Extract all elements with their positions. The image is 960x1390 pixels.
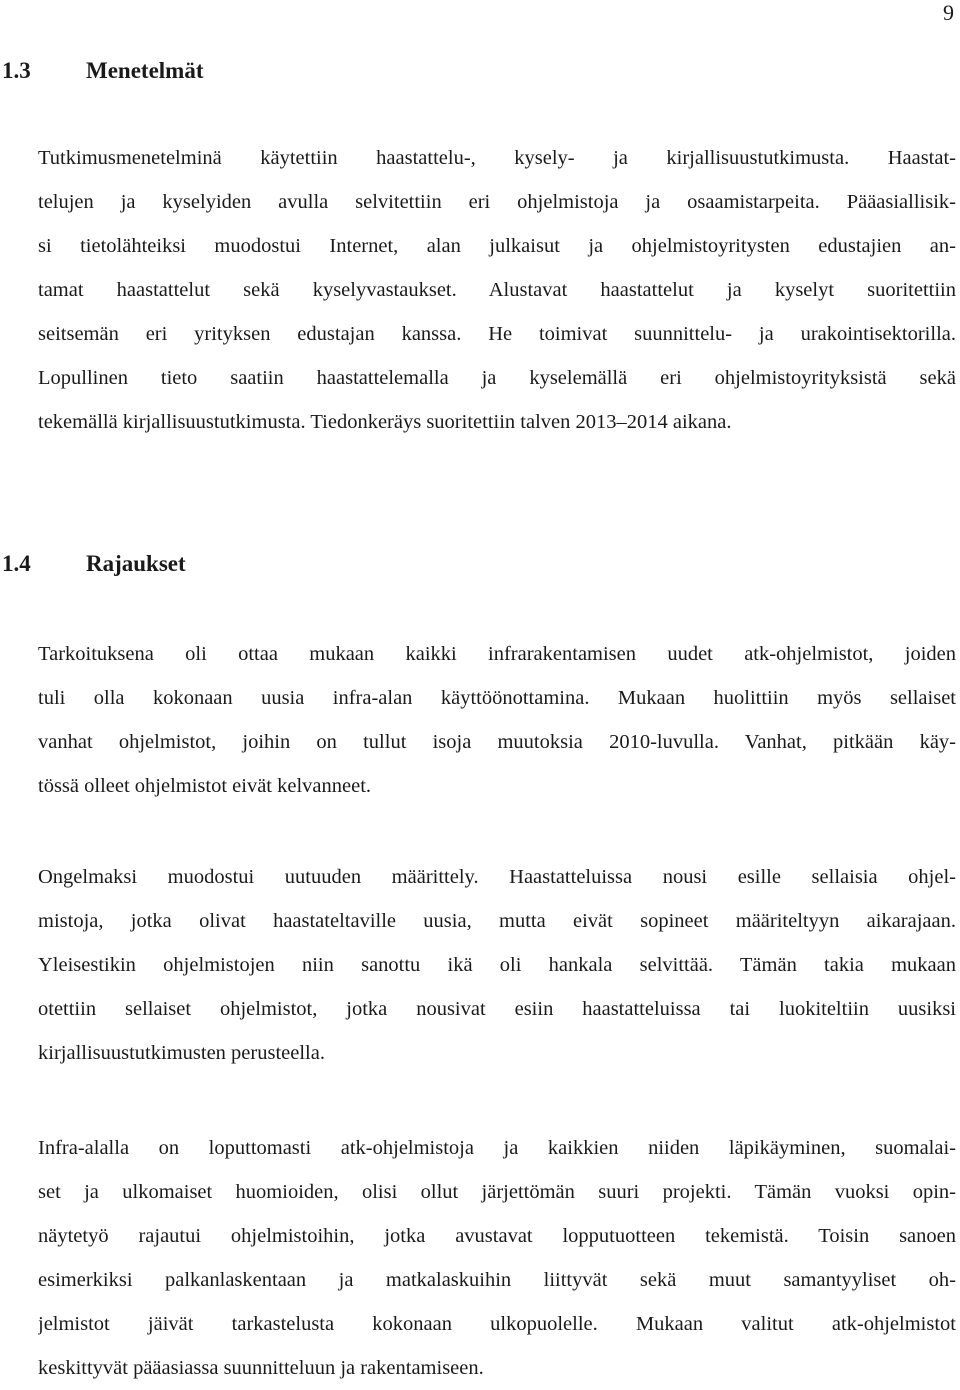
text-line: tössä olleet ohjelmistot eivät kelvanneet. [38, 775, 372, 797]
paragraph-menetelmat [38, 136, 956, 444]
text-line: Ongelmaksi muodostui uutuuden määrittely. Haastatteluissa nousi esille sellaisia ohjel- [38, 866, 956, 888]
text-line: set ja ulkomaiset huomioiden, olisi ollut järjettömän suuri projekti. Tämän vuoksi opin- [38, 1181, 956, 1203]
text-line: näytetyö rajautui ohjelmistoihin, jotka avustavat lopputuotteen tekemistä. Toisin sanoen [38, 1225, 956, 1247]
text-line: Infra-alalla on loputtomasti atk-ohjelmistoja ja kaikkien niiden läpikäyminen, suomalai- [38, 1137, 956, 1159]
text-line: tuli olla kokonaan uusia infra-alan käyttöönottamina. Mukaan huolittiin myös sellaiset [38, 687, 956, 709]
text-line: si tietolähteiksi muodostui Internet, alan julkaisut ja ohjelmistoyritysten edustajien an- [38, 235, 956, 257]
section-number: 1.3 [2, 58, 31, 83]
text-line: telujen ja kyselyiden avulla selvitettiin eri ohjelmistoja ja osaamistarpeita. Pääasiallisik- [38, 191, 956, 213]
text-line: tekemällä kirjallisuustutkimusta. Tiedonkeräys suoritettiin talven 2013–2014 aikana. [38, 411, 732, 433]
text-line: otettiin sellaiset ohjelmistot, jotka nousivat esiin haastatteluissa tai luokiteltiin uusiksi [38, 998, 956, 1020]
text-line: esimerkiksi palkanlaskentaan ja matkalaskuihin liittyvät sekä muut samantyyliset oh- [38, 1269, 956, 1291]
text-line: Yleisestikin ohjelmistojen niin sanottu ikä oli hankala selvittää. Tämän takia mukaan [38, 954, 956, 976]
text-line: Tarkoituksena oli ottaa mukaan kaikki infrarakentamisen uudet atk-ohjelmistot, joiden [38, 643, 956, 665]
paragraph-rajaukset-3 [38, 1126, 956, 1390]
text-line: jelmistot jäivät tarkastelusta kokonaan ulkopuolelle. Mukaan valitut atk-ohjelmistot [38, 1313, 956, 1335]
text-line: mistoja, jotka olivat haastateltaville uusia, mutta eivät sopineet määriteltyyn aikarajaan. [38, 910, 956, 932]
section-title: Rajaukset [86, 551, 186, 576]
text-line: Lopullinen tieto saatiin haastattelemalla ja kyselemällä eri ohjelmistoyrityksistä sekä [38, 367, 956, 389]
text-line: seitsemän eri yrityksen edustajan kanssa. He toimivat suunnittelu- ja urakointisektorilla. [38, 323, 956, 345]
paragraph-rajaukset-2 [38, 855, 956, 1075]
text-line: Tutkimusmenetelminä käytettiin haastattelu-, kysely- ja kirjallisuustutkimusta. Haastat- [38, 147, 956, 169]
section-heading-menetelmat [2, 56, 204, 86]
text-line: keskittyvät pääasiassa suunnitteluun ja rakentamiseen. [38, 1357, 484, 1379]
section-title: Menetelmät [86, 58, 204, 83]
section-heading-rajaukset [2, 549, 186, 579]
text-line: kirjallisuustutkimusten perusteella. [38, 1042, 325, 1064]
page-number: 9 [943, 0, 954, 25]
paragraph-rajaukset-1 [38, 632, 956, 808]
text-line: vanhat ohjelmistot, joihin on tullut isoja muutoksia 2010-luvulla. Vanhat, pitkään käy- [38, 731, 956, 753]
text-line: tamat haastattelut sekä kyselyvastaukset. Alustavat haastattelut ja kyselyt suoritettiin [38, 279, 956, 301]
section-number: 1.4 [2, 551, 31, 576]
